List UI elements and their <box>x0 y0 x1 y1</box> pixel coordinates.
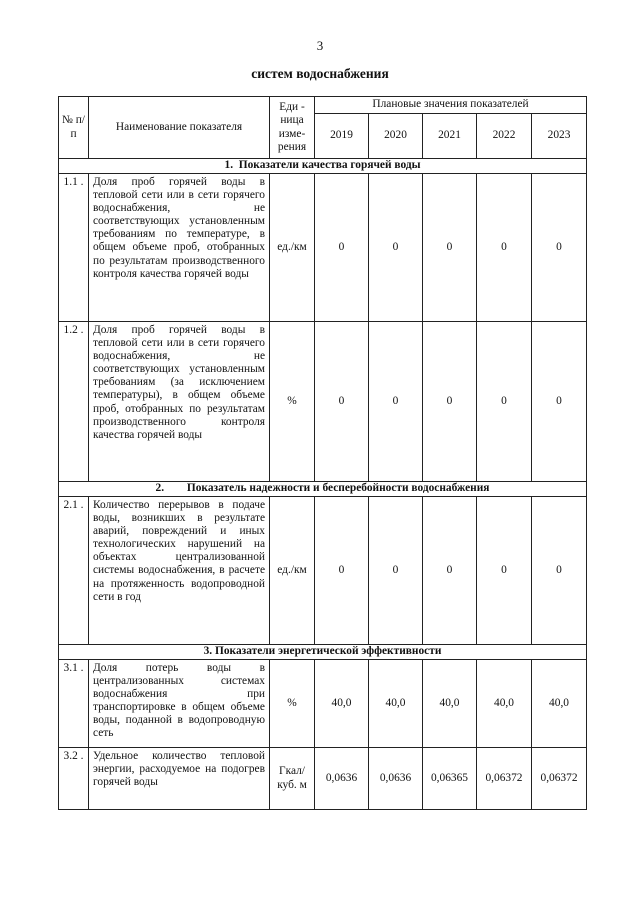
section-row <box>59 482 587 497</box>
header-year: 2019 <box>315 114 369 159</box>
row-description: Количество перерывов в подаче воды, возникших в результате аварий, повреждений и иных технологических нарушений на объектах централизованной системы водоснабжения, в расчете на протяженность водопроводной сети в год <box>89 497 270 645</box>
row-value: 0 <box>532 322 587 482</box>
row-value: 0 <box>532 174 587 322</box>
row-value: 40,0 <box>423 660 477 748</box>
row-number: 1.1 . <box>59 174 89 322</box>
header-unit: Еди - ница изме- рения <box>270 97 315 159</box>
row-value: 0 <box>315 497 369 645</box>
section-row <box>59 159 587 174</box>
row-value: 0 <box>369 174 423 322</box>
row-value: 0,0636 <box>315 748 369 810</box>
page-number: 3 <box>316 38 324 53</box>
table-row <box>59 660 587 748</box>
row-value: 0 <box>532 497 587 645</box>
row-value: 0 <box>477 497 532 645</box>
row-value: 0 <box>315 174 369 322</box>
row-description: Доля проб горячей воды в тепловой сети или в сети горячего водоснабжения, не соответствующих установленным требованиям по температуре, в общем объеме проб, отобранных по результатам производственного контроля качества горячей воды <box>89 174 270 322</box>
section-title: 1. Показатели качества горячей воды <box>59 159 587 174</box>
row-number: 3.1 . <box>59 660 89 748</box>
table-row <box>59 497 587 645</box>
row-unit: ед./км <box>270 497 315 645</box>
section-title: 3. Показатели энергетической эффективности <box>59 645 587 660</box>
header-year: 2022 <box>477 114 532 159</box>
row-value: 0,06372 <box>532 748 587 810</box>
row-number: 3.2 . <box>59 748 89 810</box>
header-year: 2021 <box>423 114 477 159</box>
header-year: 2020 <box>369 114 423 159</box>
header-plan: Плановые значения показателей <box>315 97 587 114</box>
header-name: Наименование показателя <box>89 97 270 159</box>
header-row <box>59 97 587 114</box>
row-value: 0 <box>423 497 477 645</box>
indicators-table <box>58 96 587 810</box>
row-unit: Гкал/ куб. м <box>270 748 315 810</box>
row-value: 0 <box>477 174 532 322</box>
row-value: 0 <box>315 322 369 482</box>
table-row <box>59 322 587 482</box>
header-year: 2023 <box>532 114 587 159</box>
row-value: 0 <box>477 322 532 482</box>
row-description: Доля проб горячей воды в тепловой сети или в сети горячего водоснабжения, не соответствующих установленным требованиям (за исключением температуры), в общем объеме проб, отобранных по результатам производственного контроля качества горячей воды <box>89 322 270 482</box>
table-row <box>59 174 587 322</box>
section-row <box>59 645 587 660</box>
row-value: 40,0 <box>315 660 369 748</box>
row-value: 0 <box>423 174 477 322</box>
row-value: 40,0 <box>532 660 587 748</box>
row-value: 40,0 <box>369 660 423 748</box>
section-title: 2. Показатель надежности и бесперебойности водоснабжения <box>59 482 587 497</box>
row-description: Удельное количество тепловой энергии, расходуемое на подогрев горячей воды <box>89 748 270 810</box>
row-value: 0,06372 <box>477 748 532 810</box>
page-title: систем водоснабжения <box>251 66 389 81</box>
row-value: 0 <box>423 322 477 482</box>
row-value: 0,06365 <box>423 748 477 810</box>
row-number: 1.2 . <box>59 322 89 482</box>
table-row <box>59 748 587 810</box>
row-value: 0 <box>369 322 423 482</box>
row-unit: % <box>270 660 315 748</box>
header-num: № п/п <box>59 97 89 159</box>
row-number: 2.1 . <box>59 497 89 645</box>
row-value: 0 <box>369 497 423 645</box>
row-value: 40,0 <box>477 660 532 748</box>
row-unit: % <box>270 322 315 482</box>
row-value: 0,0636 <box>369 748 423 810</box>
row-description: Доля потерь воды в централизованных системах водоснабжения при транспортировке в общем объеме воды, поданной в водопроводную сеть <box>89 660 270 748</box>
row-unit: ед./км <box>270 174 315 322</box>
